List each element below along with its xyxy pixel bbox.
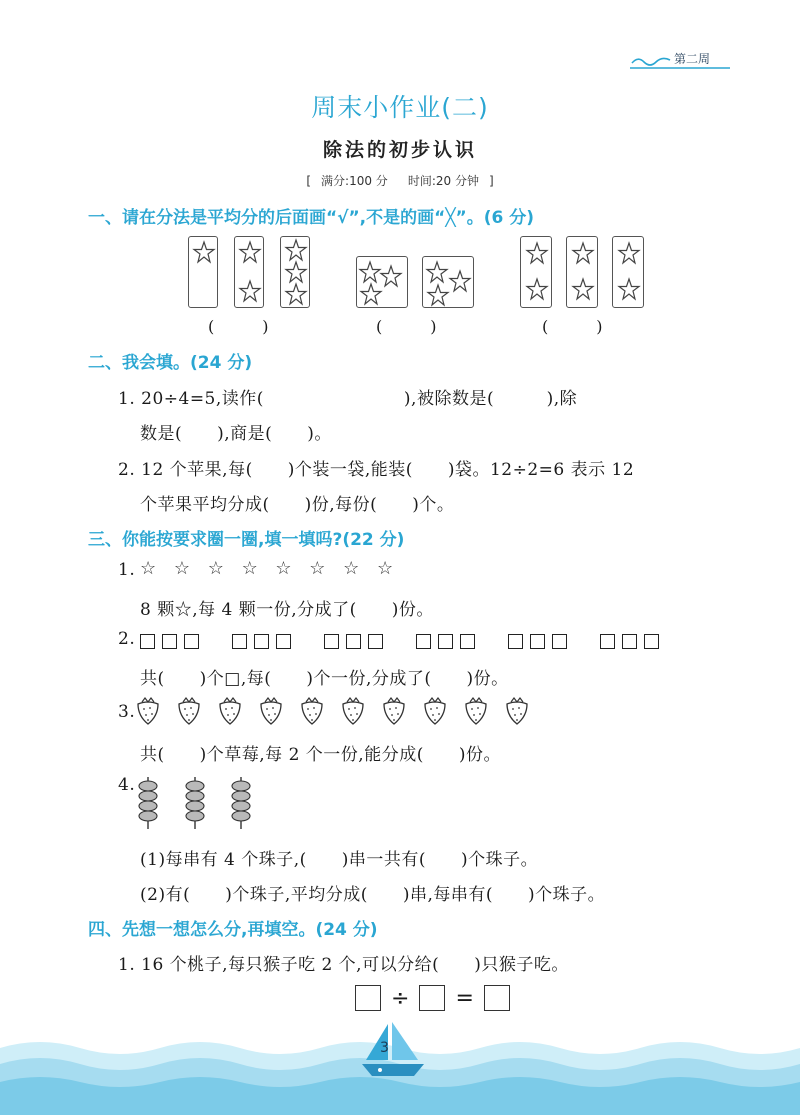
- s3-q4-sub1: (1)每串有 4 个珠子,( )串一共有( )个珠子。: [140, 850, 539, 870]
- s3-q4-sub2: (2)有( )个珠子,平均分成( )串,每串有( )个珠子。: [140, 885, 606, 905]
- strawberry-icon: [261, 698, 281, 724]
- page-title: 周末小作业(二): [311, 93, 489, 122]
- strawberry-icon: [466, 698, 486, 724]
- square-group: [508, 631, 574, 650]
- bead-string-icon: [232, 777, 250, 829]
- square-group: [416, 631, 482, 650]
- star-icon: [381, 266, 401, 286]
- square-group: [140, 631, 206, 650]
- star-box-c2: [566, 236, 598, 308]
- star-icon: [450, 271, 470, 291]
- strawberry-icon: [138, 698, 158, 724]
- star-box-a1: [188, 236, 218, 308]
- s3-q1-number: 1.: [118, 560, 136, 580]
- star-icon: [240, 242, 260, 262]
- week-label: 第二周: [674, 52, 711, 66]
- division-equation: [355, 985, 510, 1011]
- star-box-c3: [612, 236, 644, 308]
- s2-q1-line1: 1. 20÷4=5,读作( ),被除数是( ),除: [118, 389, 578, 409]
- s3-q3-text: 共( )个草莓,每 2 个一份,能分成( )份。: [140, 745, 501, 765]
- star-box-b2: [422, 256, 474, 308]
- strawberry-row: [134, 696, 544, 728]
- star-icon: [573, 279, 593, 299]
- star-icon: [619, 243, 639, 263]
- strawberry-icon: [507, 698, 527, 724]
- equals-sign: =: [455, 985, 474, 1011]
- star-box-a2: [234, 236, 264, 308]
- square-group: [324, 631, 390, 650]
- s3-q1-stars: ☆ ☆ ☆ ☆ ☆ ☆ ☆ ☆: [140, 558, 400, 579]
- s3-q2-text: 共( )个□,每( )个一份,分成了( )份。: [140, 669, 509, 689]
- star-icon: [286, 262, 306, 282]
- star-icon: [361, 284, 381, 304]
- strawberry-icon: [302, 698, 322, 724]
- sailboat-icon: [358, 1020, 428, 1082]
- section-3-heading: 三、你能按要求圈一圈,填一填吗?(22 分): [88, 530, 405, 550]
- square-group: [232, 631, 298, 650]
- star-box-c1: [520, 236, 552, 308]
- bead-string-icon: [186, 777, 204, 829]
- star-icon: [527, 279, 547, 299]
- strawberry-icon: [343, 698, 363, 724]
- week-tag: [630, 50, 730, 70]
- bead-strings: [134, 775, 264, 831]
- s3-q1-text: 8 颗☆,每 4 颗一份,分成了( )份。: [140, 600, 434, 620]
- star-icon: [527, 243, 547, 263]
- star-icon: [427, 262, 447, 282]
- divide-sign: ÷: [391, 985, 410, 1011]
- strawberry-icon: [425, 698, 445, 724]
- page-number: 3: [380, 1040, 389, 1056]
- strawberry-icon: [220, 698, 240, 724]
- star-box-b1: [356, 256, 408, 308]
- s3-q4-number: 4.: [118, 775, 136, 795]
- s3-q2-number: 2.: [118, 629, 136, 649]
- section-4-heading: 四、先想一想怎么分,再填空。(24 分): [88, 920, 378, 940]
- score-time-info: [ 满分:100 分 时间:20 分钟 ]: [306, 174, 494, 188]
- star-icon: [286, 284, 306, 304]
- section-2-heading: 二、我会填。(24 分): [88, 353, 253, 373]
- s3-q2-squares: [140, 631, 692, 650]
- bead-string-icon: [139, 777, 157, 829]
- quotient-box[interactable]: [484, 985, 510, 1011]
- section-1-heading: 一、请在分法是平均分的后面画“√”,不是的画“╳”。(6 分): [88, 208, 535, 228]
- answer-blank-1[interactable]: ( ): [208, 317, 269, 336]
- s4-q1-text: 1. 16 个桃子,每只猴子吃 2 个,可以分给( )只猴子吃。: [118, 955, 569, 975]
- full-score: 满分:100 分: [321, 174, 388, 188]
- s3-q3-number: 3.: [118, 702, 136, 722]
- star-icon: [240, 281, 260, 301]
- star-icon: [428, 285, 448, 305]
- page-subtitle: 除法的初步认识: [322, 139, 477, 161]
- divisor-box[interactable]: [419, 985, 445, 1011]
- star-icon: [619, 279, 639, 299]
- star-icon: [286, 240, 306, 260]
- star-icon: [360, 262, 380, 282]
- square-group: [600, 631, 666, 650]
- time-limit: 时间:20 分钟: [407, 174, 479, 188]
- header-underline: [630, 66, 730, 70]
- star-box-a3: [280, 236, 310, 308]
- s2-q1-line2: 数是( ),商是( )。: [140, 424, 332, 444]
- answer-blank-3[interactable]: ( ): [542, 317, 603, 336]
- answer-blank-2[interactable]: ( ): [376, 317, 437, 336]
- s2-q2-line1: 2. 12 个苹果,每( )个装一袋,能装( )袋。12÷2=6 表示 12: [118, 460, 635, 480]
- star-icon: [573, 243, 593, 263]
- s2-q2-line2: 个苹果平均分成( )份,每份( )个。: [140, 495, 455, 515]
- dividend-box[interactable]: [355, 985, 381, 1011]
- star-icon: [194, 242, 214, 262]
- strawberry-icon: [179, 698, 199, 724]
- strawberry-icon: [384, 698, 404, 724]
